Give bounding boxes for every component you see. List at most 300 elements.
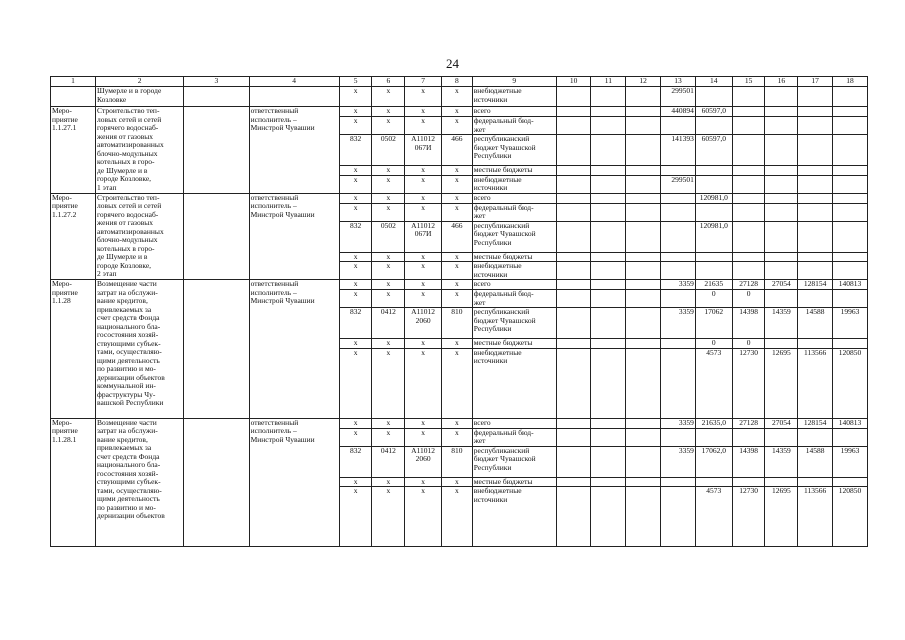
cell-c4: ответственный исполнитель – Минстрой Чувашии [249, 107, 339, 194]
cell-c18 [833, 477, 868, 487]
cell-c8: x [442, 117, 473, 135]
cell-c6: 0412 [372, 446, 405, 477]
cell-c5: x [339, 252, 372, 262]
cell-c17 [798, 193, 833, 203]
cell-c10 [556, 166, 591, 176]
cell-c13 [661, 166, 696, 176]
cell-c12 [626, 252, 661, 262]
cell-c9: республиканский бюджет Чувашской Республики [472, 308, 556, 339]
cell-c3 [184, 280, 250, 419]
cell-c10 [556, 135, 591, 166]
cell-c16 [765, 87, 798, 107]
cell-c13: 3359 [661, 280, 696, 290]
cell-c10 [556, 428, 591, 446]
cell-c9: всего [472, 280, 556, 290]
cell-c15 [732, 87, 765, 107]
cell-c14 [695, 477, 732, 487]
cell-c9: федеральный бюд- жет [472, 290, 556, 308]
cell-c2: Шумерле и в городе Козловке [96, 87, 184, 107]
cell-c13 [661, 252, 696, 262]
cell-c7: x [405, 348, 442, 418]
cell-c11 [591, 418, 626, 428]
cell-c15: 0 [732, 290, 765, 308]
cell-c11 [591, 290, 626, 308]
cell-c15 [732, 193, 765, 203]
cell-c5: 832 [339, 446, 372, 477]
cell-c10 [556, 193, 591, 203]
cell-c11 [591, 135, 626, 166]
table-row [51, 280, 868, 290]
cell-c18: 19963 [833, 446, 868, 477]
cell-c14: 21635 [695, 280, 732, 290]
cell-c6: x [372, 290, 405, 308]
cell-c5: x [339, 193, 372, 203]
cell-c6: x [372, 348, 405, 418]
cell-c13 [661, 221, 696, 252]
cell-c12 [626, 487, 661, 547]
cell-c8: x [442, 339, 473, 349]
cell-c5: x [339, 117, 372, 135]
cell-c18 [833, 339, 868, 349]
cell-c13 [661, 262, 696, 280]
cell-c5: x [339, 290, 372, 308]
header-cell: 16 [765, 77, 798, 87]
cell-c17: 128154 [798, 418, 833, 428]
cell-c14: 4573 [695, 348, 732, 418]
cell-c12 [626, 221, 661, 252]
header-cell: 17 [798, 77, 833, 87]
cell-c16 [765, 117, 798, 135]
cell-c17: 113566 [798, 348, 833, 418]
header-cell: 11 [591, 77, 626, 87]
cell-c16 [765, 221, 798, 252]
cell-c16: 12695 [765, 348, 798, 418]
cell-c8: x [442, 418, 473, 428]
cell-c6: x [372, 487, 405, 547]
cell-c13: 299501 [661, 175, 696, 193]
cell-c15 [732, 135, 765, 166]
cell-c5: x [339, 87, 372, 107]
cell-c15: 27128 [732, 418, 765, 428]
cell-c5: x [339, 487, 372, 547]
cell-c12 [626, 308, 661, 339]
cell-c6: x [372, 117, 405, 135]
cell-c7: А11012 2060 [405, 446, 442, 477]
cell-c11 [591, 203, 626, 221]
cell-c8: x [442, 280, 473, 290]
header-cell: 14 [695, 77, 732, 87]
cell-c17 [798, 339, 833, 349]
cell-c15: 12730 [732, 487, 765, 547]
cell-c5: 832 [339, 221, 372, 252]
cell-c11 [591, 308, 626, 339]
cell-c10 [556, 203, 591, 221]
cell-c8: x [442, 348, 473, 418]
cell-c18 [833, 166, 868, 176]
cell-c15 [732, 117, 765, 135]
cell-c10 [556, 290, 591, 308]
cell-c13 [661, 117, 696, 135]
page-number: 24 [446, 56, 459, 71]
cell-c12 [626, 117, 661, 135]
cell-c15 [732, 477, 765, 487]
cell-c11 [591, 428, 626, 446]
cell-c17 [798, 166, 833, 176]
cell-c17: 14588 [798, 446, 833, 477]
cell-c5: x [339, 166, 372, 176]
cell-c18 [833, 135, 868, 166]
cell-c10 [556, 252, 591, 262]
cell-c11 [591, 87, 626, 107]
cell-c5: 832 [339, 135, 372, 166]
header-cell: 9 [472, 77, 556, 87]
cell-c6: 0502 [372, 221, 405, 252]
cell-c18 [833, 203, 868, 221]
cell-c15 [732, 175, 765, 193]
cell-c16 [765, 135, 798, 166]
cell-c12 [626, 135, 661, 166]
header-cell: 4 [249, 77, 339, 87]
cell-c14: 60597,0 [695, 107, 732, 117]
cell-c7: А11012 067И [405, 135, 442, 166]
cell-c17: 128154 [798, 280, 833, 290]
cell-c12 [626, 175, 661, 193]
cell-c6: x [372, 280, 405, 290]
cell-c1: Меро- приятие 1.1.27.1 [51, 107, 96, 194]
cell-c17 [798, 252, 833, 262]
header-cell: 8 [442, 77, 473, 87]
cell-c12 [626, 290, 661, 308]
cell-c18: 19963 [833, 308, 868, 339]
cell-c9: местные бюджеты [472, 339, 556, 349]
cell-c12 [626, 203, 661, 221]
cell-c8: 466 [442, 221, 473, 252]
cell-c10 [556, 117, 591, 135]
cell-c8: x [442, 203, 473, 221]
cell-c8: x [442, 477, 473, 487]
cell-c9: внебюджетные источники [472, 87, 556, 107]
cell-c12 [626, 262, 661, 280]
cell-c13: 440894 [661, 107, 696, 117]
cell-c8: 810 [442, 308, 473, 339]
cell-c8: x [442, 252, 473, 262]
cell-c16: 14359 [765, 308, 798, 339]
cell-c6: x [372, 252, 405, 262]
header-cell: 2 [96, 77, 184, 87]
cell-c1: Меро- приятие 1.1.28.1 [51, 418, 96, 547]
cell-c6: 0502 [372, 135, 405, 166]
cell-c7: x [405, 280, 442, 290]
cell-c16 [765, 193, 798, 203]
cell-c6: x [372, 166, 405, 176]
cell-c16 [765, 339, 798, 349]
cell-c7: x [405, 418, 442, 428]
cell-c16: 27054 [765, 280, 798, 290]
cell-c17 [798, 135, 833, 166]
cell-c9: всего [472, 418, 556, 428]
cell-c7: x [405, 166, 442, 176]
header-cell: 6 [372, 77, 405, 87]
cell-c8: x [442, 262, 473, 280]
cell-c18: 140813 [833, 280, 868, 290]
cell-c11 [591, 117, 626, 135]
cell-c5: x [339, 280, 372, 290]
cell-c6: x [372, 107, 405, 117]
cell-c12 [626, 193, 661, 203]
cell-c5: x [339, 262, 372, 280]
cell-c4: ответственный исполнитель – Минстрой Чувашии [249, 193, 339, 280]
table-row [51, 193, 868, 203]
cell-c10 [556, 348, 591, 418]
cell-c12 [626, 87, 661, 107]
cell-c11 [591, 477, 626, 487]
cell-c7: x [405, 117, 442, 135]
cell-c11 [591, 252, 626, 262]
cell-c16 [765, 166, 798, 176]
cell-c10 [556, 418, 591, 428]
cell-c6: x [372, 262, 405, 280]
cell-c9: республиканский бюджет Чувашской Республики [472, 221, 556, 252]
cell-c15: 0 [732, 339, 765, 349]
header-cell: 12 [626, 77, 661, 87]
header-cell: 13 [661, 77, 696, 87]
cell-c6: x [372, 339, 405, 349]
cell-c17: 113566 [798, 487, 833, 547]
cell-c16 [765, 428, 798, 446]
cell-c10 [556, 87, 591, 107]
cell-c18 [833, 117, 868, 135]
cell-c8: x [442, 166, 473, 176]
cell-c14: 120981,0 [695, 193, 732, 203]
cell-c12 [626, 428, 661, 446]
cell-c16 [765, 252, 798, 262]
cell-c15 [732, 107, 765, 117]
cell-c2: Строительство теп- ловых сетей и сетей горячего водоснаб- жения от газовых автоматизированных блочно-модульных котельных в горо- де Шумерле и в городе Козловке, 1 этап [96, 107, 184, 194]
cell-c17 [798, 262, 833, 280]
cell-c10 [556, 107, 591, 117]
cell-c10 [556, 175, 591, 193]
cell-c11 [591, 446, 626, 477]
cell-c11 [591, 348, 626, 418]
cell-c12 [626, 446, 661, 477]
cell-c9: внебюджетные источники [472, 262, 556, 280]
cell-c9: внебюджетные источники [472, 175, 556, 193]
cell-c1: Меро- приятие 1.1.27.2 [51, 193, 96, 280]
cell-c7: x [405, 487, 442, 547]
cell-c16 [765, 175, 798, 193]
cell-c8: x [442, 487, 473, 547]
cell-c16: 27054 [765, 418, 798, 428]
cell-c14 [695, 262, 732, 280]
cell-c11 [591, 166, 626, 176]
cell-c9: республиканский бюджет Чувашской Республики [472, 135, 556, 166]
cell-c2: Возмещение части затрат на обслужи- вание кредитов, привлекаемых за счет средств Фонда национального бла- госостояния хозяй- ствующими субъек- тами, осуществляю- щими деятельность по развитию и мо- дернизации объектов [96, 418, 184, 547]
cell-c9: местные бюджеты [472, 477, 556, 487]
cell-c15: 14398 [732, 308, 765, 339]
header-cell: 1 [51, 77, 96, 87]
cell-c13 [661, 428, 696, 446]
cell-c13 [661, 339, 696, 349]
cell-c8: x [442, 193, 473, 203]
cell-c16: 12695 [765, 487, 798, 547]
cell-c14: 60597,0 [695, 135, 732, 166]
cell-c15 [732, 203, 765, 221]
cell-c12 [626, 166, 661, 176]
cell-c10 [556, 221, 591, 252]
cell-c7: x [405, 107, 442, 117]
header-cell: 10 [556, 77, 591, 87]
cell-c9: внебюджетные источники [472, 348, 556, 418]
cell-c11 [591, 193, 626, 203]
cell-c16: 14359 [765, 446, 798, 477]
header-cell: 18 [833, 77, 868, 87]
cell-c15: 12730 [732, 348, 765, 418]
cell-c16 [765, 107, 798, 117]
cell-c13 [661, 203, 696, 221]
cell-c15 [732, 428, 765, 446]
cell-c11 [591, 221, 626, 252]
cell-c13: 3359 [661, 308, 696, 339]
cell-c18: 120850 [833, 348, 868, 418]
cell-c14 [695, 87, 732, 107]
cell-c14 [695, 203, 732, 221]
cell-c10 [556, 487, 591, 547]
cell-c17 [798, 290, 833, 308]
cell-c18 [833, 428, 868, 446]
cell-c17 [798, 203, 833, 221]
cell-c5: x [339, 339, 372, 349]
cell-c5: x [339, 428, 372, 446]
cell-c6: x [372, 428, 405, 446]
cell-c9: федеральный бюд- жет [472, 428, 556, 446]
table-row [51, 107, 868, 117]
program-table [50, 76, 868, 547]
cell-c14: 17062,0 [695, 446, 732, 477]
cell-c18 [833, 193, 868, 203]
cell-c6: 0412 [372, 308, 405, 339]
cell-c14 [695, 428, 732, 446]
cell-c14 [695, 117, 732, 135]
cell-c3 [184, 87, 250, 107]
cell-c18: 140813 [833, 418, 868, 428]
cell-c14: 120981,0 [695, 221, 732, 252]
cell-c7: x [405, 339, 442, 349]
cell-c11 [591, 280, 626, 290]
cell-c15 [732, 262, 765, 280]
cell-c7: x [405, 175, 442, 193]
cell-c12 [626, 339, 661, 349]
cell-c13 [661, 477, 696, 487]
cell-c8: 466 [442, 135, 473, 166]
cell-c14: 0 [695, 290, 732, 308]
cell-c6: x [372, 418, 405, 428]
cell-c7: x [405, 477, 442, 487]
cell-c16 [765, 203, 798, 221]
cell-c16 [765, 477, 798, 487]
cell-c4 [249, 87, 339, 107]
cell-c17 [798, 117, 833, 135]
header-cell: 3 [184, 77, 250, 87]
cell-c18 [833, 107, 868, 117]
cell-c10 [556, 262, 591, 280]
cell-c3 [184, 418, 250, 547]
header-cell: 15 [732, 77, 765, 87]
cell-c17 [798, 107, 833, 117]
cell-c1 [51, 87, 96, 107]
cell-c1: Меро- приятие 1.1.28 [51, 280, 96, 419]
cell-c8: x [442, 175, 473, 193]
cell-c17 [798, 428, 833, 446]
cell-c7: x [405, 252, 442, 262]
cell-c13: 3359 [661, 446, 696, 477]
cell-c13 [661, 487, 696, 547]
cell-c16 [765, 290, 798, 308]
cell-c5: x [339, 107, 372, 117]
cell-c4: ответственный исполнитель – Минстрой Чувашии [249, 418, 339, 547]
cell-c7: x [405, 193, 442, 203]
cell-c8: 810 [442, 446, 473, 477]
cell-c5: x [339, 348, 372, 418]
cell-c12 [626, 348, 661, 418]
cell-c2: Строительство теп- ловых сетей и сетей горячего водоснаб- жения от газовых автоматизированных блочно-модульных котельных в горо- де Шумерле и в городе Козловке, 2 этап [96, 193, 184, 280]
cell-c13 [661, 290, 696, 308]
cell-c12 [626, 280, 661, 290]
cell-c17 [798, 477, 833, 487]
cell-c8: x [442, 428, 473, 446]
cell-c14: 21635,0 [695, 418, 732, 428]
header-cell: 7 [405, 77, 442, 87]
cell-c3 [184, 193, 250, 280]
cell-c13 [661, 348, 696, 418]
cell-c5: x [339, 203, 372, 221]
cell-c9: федеральный бюд- жет [472, 117, 556, 135]
cell-c6: x [372, 175, 405, 193]
cell-c14 [695, 175, 732, 193]
cell-c18: 120850 [833, 487, 868, 547]
cell-c11 [591, 262, 626, 280]
cell-c10 [556, 477, 591, 487]
cell-c7: x [405, 428, 442, 446]
cell-c10 [556, 339, 591, 349]
header-cell: 5 [339, 77, 372, 87]
cell-c17 [798, 87, 833, 107]
cell-c11 [591, 107, 626, 117]
cell-c18 [833, 87, 868, 107]
cell-c17 [798, 221, 833, 252]
cell-c12 [626, 418, 661, 428]
cell-c14 [695, 166, 732, 176]
cell-c5: x [339, 477, 372, 487]
cell-c7: А11012 2060 [405, 308, 442, 339]
cell-c13 [661, 193, 696, 203]
cell-c14: 4573 [695, 487, 732, 547]
cell-c18 [833, 252, 868, 262]
cell-c18 [833, 175, 868, 193]
cell-c11 [591, 487, 626, 547]
cell-c9: местные бюджеты [472, 252, 556, 262]
cell-c16 [765, 262, 798, 280]
cell-c17 [798, 175, 833, 193]
cell-c5: 832 [339, 308, 372, 339]
cell-c9: всего [472, 107, 556, 117]
cell-c13: 299501 [661, 87, 696, 107]
cell-c10 [556, 308, 591, 339]
cell-c6: x [372, 193, 405, 203]
cell-c17: 14588 [798, 308, 833, 339]
cell-c7: x [405, 87, 442, 107]
cell-c7: x [405, 290, 442, 308]
cell-c4: ответственный исполнитель – Минстрой Чувашии [249, 280, 339, 419]
